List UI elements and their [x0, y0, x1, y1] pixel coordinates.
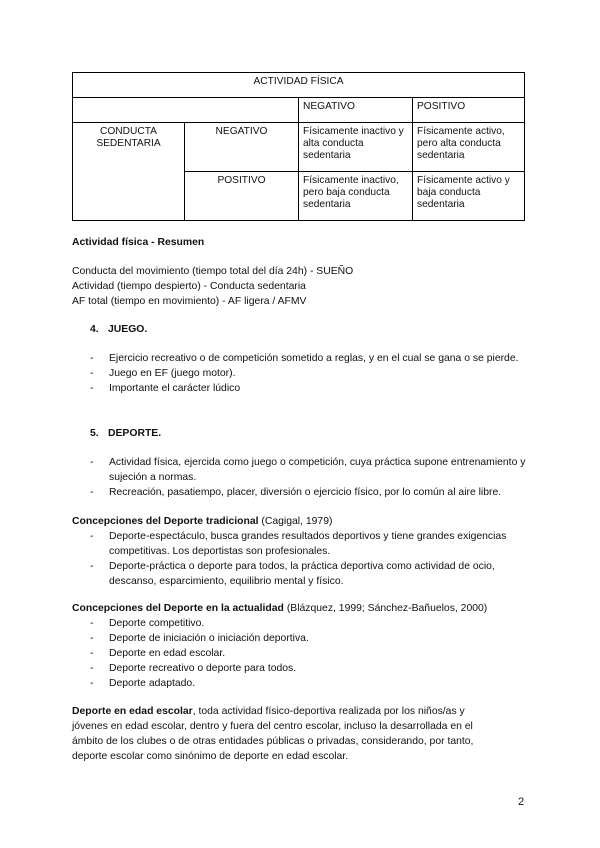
section-title: JUEGO.	[108, 324, 148, 335]
table-empty-header-cell	[73, 98, 299, 123]
escolar-line: ámbito de los clubes o de otras entidades públicas o privadas, considerando, por tanto,	[72, 736, 474, 747]
row-header-positivo: POSITIVO	[185, 172, 299, 221]
escolar-line: deporte escolar como sinónimo de deporte en edad escolar.	[72, 751, 349, 762]
tradicional-heading-text: Concepciones del Deporte tradicional	[72, 516, 259, 527]
list-item: - Deporte adaptado.	[90, 678, 196, 689]
list-item: - Importante el carácter lúdico	[90, 383, 241, 394]
list-item: - Deporte-práctica o deporte para todos, la práctica deportiva como actividad de ocio, descanso, esparcimiento, equilibrio mental y físico.	[90, 561, 495, 587]
actualidad-citation: (Blázquez, 1999; Sánchez-Bañuelos, 2000)	[286, 603, 488, 614]
actualidad-heading-text: Concepciones del Deporte en la actualidad	[72, 603, 284, 614]
column-header-positivo: POSITIVO	[413, 98, 525, 123]
row-group-label: CONDUCTA SEDENTARIA	[73, 123, 185, 221]
cell-inactive-low-sedentary: Físicamente inactivo, pero baja conducta sedentaria	[299, 172, 413, 221]
deporte-list	[90, 455, 530, 500]
summary-heading: Actividad física - Resumen	[72, 237, 205, 248]
list-item: - Recreación, pasatiempo, placer, diversión o ejercicio físico, por lo común al aire libre.	[90, 487, 502, 498]
escolar-paragraph	[72, 704, 532, 764]
juego-list	[90, 351, 520, 396]
actualidad-heading	[72, 601, 532, 616]
list-item: - Ejercicio recreativo o de competición sometido a reglas, y en el cual se gana o se pierde.	[90, 353, 519, 364]
cell-active-low-sedentary: Físicamente activo y baja conducta sedentaria	[413, 172, 525, 221]
tradicional-citation: (Cagigal, 1979)	[261, 516, 333, 527]
table-title: ACTIVIDAD FÍSICA	[73, 73, 525, 98]
row-header-negativo: NEGATIVO	[185, 123, 299, 172]
list-item: - Actividad física, ejercida como juego o competición, cuya práctica supone entrenamiento y sujeción a normas.	[90, 457, 526, 483]
tradicional-list	[90, 529, 530, 589]
summary-line: AF total (tiempo en movimiento) - AF ligera / AFMV	[72, 296, 307, 307]
actualidad-list	[90, 616, 530, 691]
escolar-line: , toda actividad físico-deportiva realizada por los niños/as y	[192, 706, 465, 717]
section-title: DEPORTE.	[108, 428, 162, 439]
list-item: - Deporte de iniciación o iniciación deportiva.	[90, 633, 309, 644]
section-number: 5.	[90, 428, 99, 439]
page-number: 2	[518, 796, 525, 808]
summary-line: Conducta del movimiento (tiempo total del día 24h) - SUEÑO	[72, 266, 354, 277]
escolar-line: jóvenes en edad escolar, dentro y fuera del centro escolar, incluso la desarrollada en el	[72, 721, 473, 732]
list-item: - Deporte en edad escolar.	[90, 648, 226, 659]
cell-inactive-high-sedentary: Físicamente inactivo y alta conducta sedentaria	[299, 123, 413, 172]
list-item: - Deporte recreativo o deporte para todos.	[90, 663, 297, 674]
section-heading-juego	[90, 322, 147, 337]
summary-lines	[72, 264, 532, 309]
section-number: 4.	[90, 324, 99, 335]
cell-active-high-sedentary: Físicamente activo, pero alta conducta sedentaria	[413, 123, 525, 172]
activity-matrix-table	[72, 72, 525, 221]
tradicional-heading	[72, 514, 532, 529]
summary-line: Actividad (tiempo despierto) - Conducta sedentaria	[72, 281, 306, 292]
list-item: - Deporte-espectáculo, busca grandes resultados deportivos y tiene grandes exigencias competitivas. Los deportistas son profesionales.	[90, 531, 507, 557]
column-header-negativo: NEGATIVO	[299, 98, 413, 123]
escolar-term: Deporte en edad escolar	[72, 706, 193, 717]
section-heading-deporte	[90, 426, 161, 441]
list-item: - Juego en EF (juego motor).	[90, 368, 236, 379]
list-item: - Deporte competitivo.	[90, 618, 205, 629]
